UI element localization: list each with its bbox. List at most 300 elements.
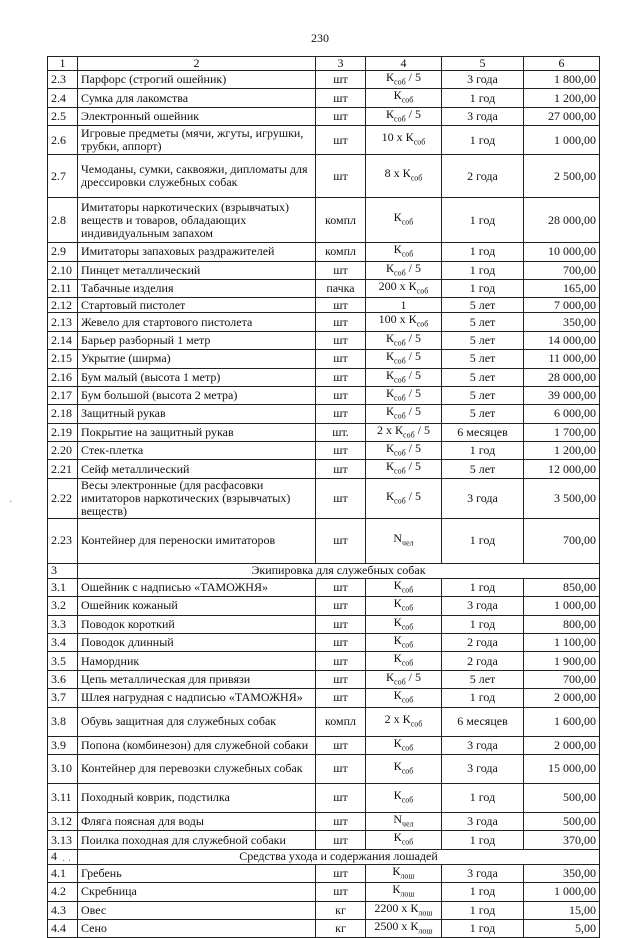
norm-suffix: / 5 xyxy=(405,106,421,121)
table-row xyxy=(48,864,600,882)
table-row xyxy=(48,71,600,89)
item-unit: шт xyxy=(316,812,366,830)
item-name: Имитаторы запаховых раздражителей xyxy=(78,243,316,261)
item-name: Походный коврик, подстилка xyxy=(78,783,316,812)
norm-subscript: чел xyxy=(402,819,414,829)
item-number: 3.9 xyxy=(48,736,78,754)
norm-prefix: К xyxy=(393,614,402,629)
norm-prefix: К xyxy=(386,404,395,419)
item-term: 5 лет xyxy=(442,405,524,423)
norm-prefix: К xyxy=(393,210,402,225)
norm-subscript: соб xyxy=(394,466,406,476)
norm-subscript: соб xyxy=(401,742,414,752)
norm-prefix: К xyxy=(393,651,402,666)
item-name: Сено xyxy=(78,919,316,937)
item-name: Весы электронные (для расфасовки имитаторов наркотических (взрывчатых) веществ) xyxy=(78,478,316,518)
item-number: 3.2 xyxy=(48,597,78,615)
item-price: 1 700,00 xyxy=(524,423,600,441)
item-number: 2.4 xyxy=(48,89,78,107)
item-name: Бум малый (высота 1 метр) xyxy=(78,368,316,386)
norm-prefix: К xyxy=(386,488,395,503)
item-term: 3 года xyxy=(442,864,524,882)
item-norm xyxy=(366,350,442,368)
item-term: 1 год xyxy=(442,198,524,243)
norm-subscript: соб xyxy=(413,137,426,147)
norm-subscript: соб xyxy=(401,640,414,650)
item-term: 3 года xyxy=(442,71,524,89)
item-unit: шт xyxy=(316,126,366,155)
table-row xyxy=(48,901,600,919)
item-number: 2.21 xyxy=(48,460,78,478)
item-term: 5 лет xyxy=(442,386,524,404)
norm-prefix: К xyxy=(386,70,395,84)
item-number: 4.3 xyxy=(48,901,78,919)
item-number: 4.1 xyxy=(48,864,78,882)
item-price: 1 800,00 xyxy=(524,71,600,89)
item-term: 3 года xyxy=(442,107,524,125)
norm-subscript: соб xyxy=(394,374,406,384)
item-price: 5,00 xyxy=(524,919,600,937)
item-unit: шт xyxy=(316,634,366,652)
item-term: 1 год xyxy=(442,578,524,596)
item-name: Парфорс (строгий ошейник) xyxy=(78,71,316,89)
item-unit: шт xyxy=(316,89,366,107)
item-term: 6 месяцев xyxy=(442,423,524,441)
table-row xyxy=(48,89,600,107)
item-name: Обувь защитная для служебных собак xyxy=(78,707,316,736)
norm-prefix: К xyxy=(393,596,402,611)
item-number: 2.8 xyxy=(48,198,78,243)
item-name: Защитный рукав xyxy=(78,405,316,423)
item-unit: шт xyxy=(316,350,366,368)
item-term: 1 год xyxy=(442,919,524,937)
item-unit: шт xyxy=(316,670,366,688)
header-cell-5: 5 xyxy=(442,57,524,71)
norm-prefix: К xyxy=(392,882,401,897)
norm-subscript: соб xyxy=(403,430,415,440)
norm-subscript: соб xyxy=(394,677,406,687)
table-row xyxy=(48,386,600,404)
item-norm xyxy=(366,71,442,89)
item-number: 3.11 xyxy=(48,783,78,812)
item-norm xyxy=(366,478,442,518)
norm-subscript: соб xyxy=(416,286,429,296)
item-term: 5 лет xyxy=(442,313,524,331)
norm-prefix: 8 х К xyxy=(384,166,411,181)
item-norm xyxy=(366,597,442,615)
item-price: 15,00 xyxy=(524,901,600,919)
item-name: Поводок длинный xyxy=(78,634,316,652)
item-unit: шт xyxy=(316,831,366,849)
table-row xyxy=(48,615,600,633)
item-name: Ошейник кожаный xyxy=(78,597,316,615)
item-unit: шт xyxy=(316,386,366,404)
item-price: 850,00 xyxy=(524,578,600,596)
item-unit: компл xyxy=(316,198,366,243)
item-term: 1 год xyxy=(442,615,524,633)
item-unit: компл xyxy=(316,707,366,736)
norm-prefix: К xyxy=(393,759,402,774)
norm-subscript: лош xyxy=(418,907,433,917)
item-unit: шт xyxy=(316,298,366,313)
item-norm xyxy=(366,812,442,830)
table-row xyxy=(48,279,600,297)
table-row xyxy=(48,423,600,441)
item-unit: шт xyxy=(316,405,366,423)
norm-subscript: соб xyxy=(401,658,414,668)
item-name: Поилка походная для служебной собаки xyxy=(78,831,316,849)
item-name: Овес xyxy=(78,901,316,919)
table-row xyxy=(48,460,600,478)
item-number: 4.2 xyxy=(48,883,78,901)
item-term: 2 года xyxy=(442,652,524,670)
item-name: Сумка для лакомства xyxy=(78,89,316,107)
item-norm xyxy=(366,368,442,386)
item-norm xyxy=(366,155,442,198)
item-norm xyxy=(366,313,442,331)
item-unit: компл xyxy=(316,243,366,261)
item-unit: шт. xyxy=(316,423,366,441)
norm-prefix: К xyxy=(392,863,401,878)
item-unit: шт xyxy=(316,261,366,279)
norm-subscript: чел xyxy=(402,538,414,548)
norm-subscript: лош xyxy=(418,926,433,936)
norm-suffix: / 5 xyxy=(405,459,421,474)
norm-prefix: 1 xyxy=(400,297,407,312)
item-number: 2.5 xyxy=(48,107,78,125)
item-unit: шт xyxy=(316,107,366,125)
item-term: 5 лет xyxy=(442,331,524,349)
item-term: 1 год xyxy=(442,883,524,901)
table-body xyxy=(48,57,600,938)
norm-prefix: К xyxy=(393,688,402,703)
item-norm xyxy=(366,634,442,652)
item-number: 2.13 xyxy=(48,313,78,331)
item-norm xyxy=(366,919,442,937)
item-number: 2.7 xyxy=(48,155,78,198)
item-norm xyxy=(366,689,442,707)
item-norm xyxy=(366,518,442,563)
table-row xyxy=(48,107,600,125)
item-price: 2 500,00 xyxy=(524,155,600,198)
item-price: 1 000,00 xyxy=(524,883,600,901)
table-row xyxy=(48,831,600,849)
norm-prefix: N xyxy=(393,531,403,546)
table-row xyxy=(48,442,600,460)
item-term: 1 год xyxy=(442,518,524,563)
item-unit: шт xyxy=(316,460,366,478)
scan-mark-left: · xyxy=(9,497,13,508)
item-name: Игровые предметы (мячи, жгуты, игрушки, трубки, аппорт) xyxy=(78,126,316,155)
table-row xyxy=(48,597,600,615)
item-unit: шт xyxy=(316,689,366,707)
norm-subscript: соб xyxy=(416,319,429,329)
norm-prefix: N xyxy=(393,811,403,826)
item-price: 11 000,00 xyxy=(524,350,600,368)
norm-subscript: соб xyxy=(394,411,406,421)
norm-suffix: / 5 xyxy=(405,260,421,275)
table-row xyxy=(48,313,600,331)
norm-subscript: соб xyxy=(394,267,406,277)
item-price: 7 000,00 xyxy=(524,298,600,313)
item-name: Контейнер для переноски имитаторов xyxy=(78,518,316,563)
item-price: 2 000,00 xyxy=(524,689,600,707)
item-number: 2.3 xyxy=(48,71,78,89)
item-unit: шт xyxy=(316,597,366,615)
item-term: 3 года xyxy=(442,812,524,830)
table-row xyxy=(48,783,600,812)
header-cell-6: 6 xyxy=(524,57,600,71)
item-name: Ошейник с надписью «ТАМОЖНЯ» xyxy=(78,578,316,596)
item-number: 2.16 xyxy=(48,368,78,386)
norm-subscript: соб xyxy=(401,585,414,595)
norm-subscript: лош xyxy=(400,889,415,899)
item-name: Электронный ошейник xyxy=(78,107,316,125)
item-unit: шт xyxy=(316,783,366,812)
item-price: 700,00 xyxy=(524,670,600,688)
section-row xyxy=(48,563,600,578)
item-unit: шт xyxy=(316,615,366,633)
item-norm xyxy=(366,386,442,404)
section-row xyxy=(48,849,600,864)
item-price: 2 000,00 xyxy=(524,736,600,754)
item-number: 2.22 xyxy=(48,478,78,518)
item-norm xyxy=(366,670,442,688)
item-norm xyxy=(366,423,442,441)
item-price: 350,00 xyxy=(524,313,600,331)
table-row xyxy=(48,883,600,901)
norm-subscript: соб xyxy=(394,114,406,124)
item-norm xyxy=(366,331,442,349)
norm-prefix: К xyxy=(393,88,402,103)
item-number: 3.3 xyxy=(48,615,78,633)
table-row xyxy=(48,478,600,518)
norm-prefix: К xyxy=(393,735,402,750)
table-header-row xyxy=(48,57,600,71)
table-row xyxy=(48,405,600,423)
item-number: 2.6 xyxy=(48,126,78,155)
header-cell-1: 1 xyxy=(48,57,78,71)
item-unit: шт xyxy=(316,313,366,331)
item-term: 3 года xyxy=(442,736,524,754)
table-row xyxy=(48,754,600,783)
item-unit: шт xyxy=(316,331,366,349)
item-unit: шт xyxy=(316,155,366,198)
item-term: 2 года xyxy=(442,634,524,652)
table-row xyxy=(48,518,600,563)
item-price: 6 000,00 xyxy=(524,405,600,423)
item-term: 1 год xyxy=(442,831,524,849)
table-row xyxy=(48,350,600,368)
item-price: 12 000,00 xyxy=(524,460,600,478)
norm-subscript: соб xyxy=(394,448,406,458)
norm-suffix: / 5 xyxy=(405,70,421,84)
item-norm xyxy=(366,652,442,670)
item-norm xyxy=(366,126,442,155)
norm-subscript: соб xyxy=(401,695,414,705)
norm-prefix: 2 х К xyxy=(377,422,404,437)
norm-subscript: соб xyxy=(401,249,414,259)
norm-suffix: / 5 xyxy=(405,385,421,400)
item-number: 2.18 xyxy=(48,405,78,423)
item-norm xyxy=(366,707,442,736)
table-row xyxy=(48,670,600,688)
item-name: Попона (комбинезон) для служебной собаки xyxy=(78,736,316,754)
item-norm xyxy=(366,405,442,423)
item-price: 1 900,00 xyxy=(524,652,600,670)
item-term: 1 год xyxy=(442,126,524,155)
item-number: 2.17 xyxy=(48,386,78,404)
norm-prefix: К xyxy=(386,330,395,345)
norm-prefix: 100 х К xyxy=(378,312,417,327)
item-norm xyxy=(366,198,442,243)
item-number: 3.1 xyxy=(48,578,78,596)
item-name: Табачные изделия xyxy=(78,279,316,297)
table-row xyxy=(48,707,600,736)
item-norm xyxy=(366,783,442,812)
norm-prefix: К xyxy=(393,242,402,257)
norm-subscript: соб xyxy=(401,795,414,805)
item-price: 3 500,00 xyxy=(524,478,600,518)
table-row xyxy=(48,243,600,261)
item-number: 3.13 xyxy=(48,831,78,849)
norm-prefix: К xyxy=(393,830,402,845)
item-name: Гребень xyxy=(78,864,316,882)
item-number: 3.10 xyxy=(48,754,78,783)
item-unit: шт xyxy=(316,883,366,901)
norm-subscript: соб xyxy=(394,338,406,348)
table-row xyxy=(48,919,600,937)
norm-subscript: соб xyxy=(410,173,423,183)
table-row xyxy=(48,198,600,243)
norm-subscript: соб xyxy=(394,393,406,403)
table-row xyxy=(48,155,600,198)
item-term: 5 лет xyxy=(442,670,524,688)
item-number: 2.10 xyxy=(48,261,78,279)
item-unit: шт xyxy=(316,518,366,563)
item-norm xyxy=(366,831,442,849)
item-norm xyxy=(366,754,442,783)
item-number: 3.4 xyxy=(48,634,78,652)
item-unit: шт xyxy=(316,71,366,89)
item-unit: шт xyxy=(316,736,366,754)
item-name: Контейнер для перевозки служебных собак xyxy=(78,754,316,783)
item-price: 1 200,00 xyxy=(524,442,600,460)
item-term: 3 года xyxy=(442,478,524,518)
item-price: 10 000,00 xyxy=(524,243,600,261)
item-term: 5 лет xyxy=(442,298,524,313)
item-price: 14 000,00 xyxy=(524,331,600,349)
item-number: 4.4 xyxy=(48,919,78,937)
norm-suffix: / 5 xyxy=(405,404,421,419)
item-norm xyxy=(366,261,442,279)
norm-subscript: лош xyxy=(400,871,415,881)
item-price: 28 000,00 xyxy=(524,198,600,243)
item-price: 15 000,00 xyxy=(524,754,600,783)
item-name: Намордник xyxy=(78,652,316,670)
item-price: 700,00 xyxy=(524,261,600,279)
table-row xyxy=(48,736,600,754)
table-row xyxy=(48,689,600,707)
item-number: 2.20 xyxy=(48,442,78,460)
item-norm xyxy=(366,578,442,596)
norm-suffix: / 5 xyxy=(414,422,430,437)
norm-subscript: соб xyxy=(394,496,406,506)
item-term: 1 год xyxy=(442,279,524,297)
item-unit: шт xyxy=(316,478,366,518)
item-norm xyxy=(366,883,442,901)
norm-prefix: К xyxy=(386,260,395,275)
item-name: Бум большой (высота 2 метра) xyxy=(78,386,316,404)
item-price: 800,00 xyxy=(524,615,600,633)
item-name: Сейф металлический xyxy=(78,460,316,478)
item-unit: шт xyxy=(316,864,366,882)
item-norm xyxy=(366,243,442,261)
table-row xyxy=(48,812,600,830)
norm-subscript: соб xyxy=(410,719,423,729)
item-term: 1 год xyxy=(442,901,524,919)
item-norm xyxy=(366,442,442,460)
item-price: 1 200,00 xyxy=(524,89,600,107)
norm-subscript: соб xyxy=(401,217,414,227)
page-number: 230 xyxy=(311,31,329,45)
item-price: 1 000,00 xyxy=(524,126,600,155)
header-cell-3: 3 xyxy=(316,57,366,71)
norm-suffix: / 5 xyxy=(405,441,421,456)
norm-prefix: К xyxy=(393,577,402,592)
item-name: Стартовый пистолет xyxy=(78,298,316,313)
item-price: 27 000,00 xyxy=(524,107,600,125)
norm-prefix: К xyxy=(386,367,395,382)
item-term: 1 год xyxy=(442,689,524,707)
norm-subscript: соб xyxy=(401,603,414,613)
scan-mark-bottom: · · xyxy=(62,856,72,867)
section-title: Средства ухода и содержания лошадей xyxy=(78,849,600,864)
item-number: 3.8 xyxy=(48,707,78,736)
norm-suffix: / 5 xyxy=(405,349,421,364)
item-term: 1 год xyxy=(442,442,524,460)
norm-prefix: 2200 х К xyxy=(374,900,419,915)
section-number: 4 xyxy=(48,849,78,864)
table-row xyxy=(48,126,600,155)
norm-subscript: соб xyxy=(401,622,414,632)
item-term: 1 год xyxy=(442,243,524,261)
item-term: 2 года xyxy=(442,155,524,198)
norm-subscript: соб xyxy=(401,95,414,105)
norm-prefix: 2500 х К xyxy=(374,918,419,933)
item-unit: пачка xyxy=(316,279,366,297)
item-number: 3.12 xyxy=(48,812,78,830)
item-price: 370,00 xyxy=(524,831,600,849)
item-name: Барьер разборный 1 метр xyxy=(78,331,316,349)
item-price: 1 000,00 xyxy=(524,597,600,615)
norm-prefix: 10 х К xyxy=(381,130,414,145)
item-price: 500,00 xyxy=(524,812,600,830)
item-price: 165,00 xyxy=(524,279,600,297)
norm-prefix: К xyxy=(386,349,395,364)
norm-prefix: К xyxy=(386,441,395,456)
item-term: 1 год xyxy=(442,89,524,107)
item-term: 5 лет xyxy=(442,460,524,478)
norm-suffix: / 5 xyxy=(405,488,421,503)
item-name: Шлея нагрудная с надписью «ТАМОЖНЯ» xyxy=(78,689,316,707)
item-number: 2.23 xyxy=(48,518,78,563)
item-name: Скребница xyxy=(78,883,316,901)
norm-subscript: соб xyxy=(394,77,406,87)
item-name: Жевело для стартового пистолета xyxy=(78,313,316,331)
item-norm xyxy=(366,901,442,919)
table-row xyxy=(48,652,600,670)
